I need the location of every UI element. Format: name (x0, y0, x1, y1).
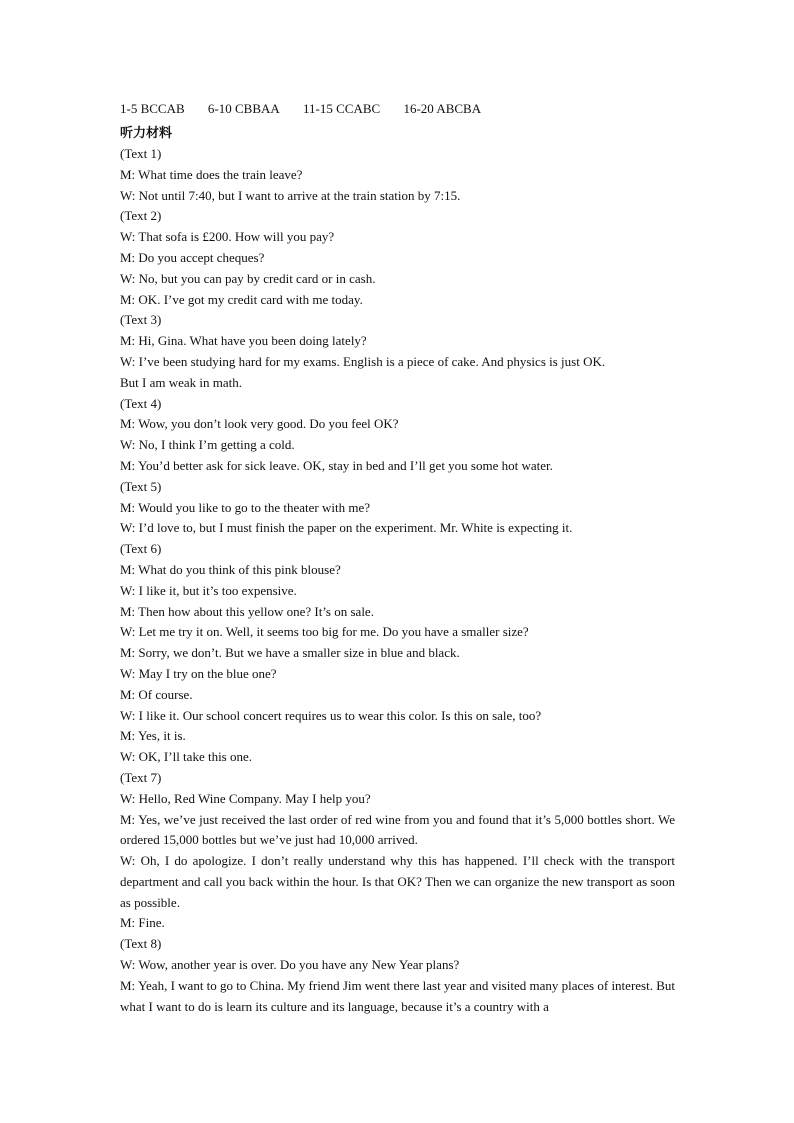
answer-group: 16-20 ABCBA (403, 101, 482, 116)
transcript-line: M: Then how about this yellow one? It’s on sale. (120, 603, 374, 619)
answer-key (120, 98, 675, 119)
document-page (120, 98, 675, 1017)
transcript-line: W: No, I think I’m getting a cold. (120, 437, 295, 453)
transcript-line: (Text 1) (120, 146, 162, 161)
transcript-line: M: OK. I’ve got my credit card with me today. (120, 291, 363, 307)
transcript-line: (Text 8) (120, 936, 162, 952)
transcript-line: M: Fine. (120, 915, 165, 931)
transcript-line: M: What do you think of this pink blouse? (120, 561, 341, 577)
transcript-line: W: I like it, but it’s too expensive. (120, 582, 297, 598)
transcript-line: (Text 3) (120, 312, 162, 328)
transcript-line: M: Hi, Gina. What have you been doing lately? (120, 333, 367, 349)
transcript-line: (Text 6) (120, 541, 162, 557)
transcript-line: M: Do you accept cheques? (120, 249, 265, 265)
transcript-line: W: Let me try it on. Well, it seems too big for me. Do you have a smaller size? (120, 624, 529, 640)
transcript-line: M: Yes, we’ve just received the last order of red wine from you and found that it’s 5,000 bottles short. We ordered 15,000 bottles but we’ve just had 10,000 arrived. (120, 811, 675, 848)
transcript-line: W: Oh, I do apologize. I don’t really understand why this has happened. I’ll check with the transport department and call you back within the hour. Is that OK? Then we can organize the new transport as soon as possible. (120, 853, 675, 910)
transcript-line: M: Yeah, I want to go to China. My friend Jim went there last year and visited many places of interest. But what I want to do is learn its culture and its language, because it’s a country with a (120, 977, 675, 1014)
answer-group: 1-5 BCCAB (120, 101, 185, 116)
transcript-line: (Text 5) (120, 478, 162, 494)
transcript-line: M: Of course. (120, 686, 193, 702)
transcript-line: M: Sorry, we don’t. But we have a smaller size in blue and black. (120, 645, 460, 661)
transcript-line: M: You’d better ask for sick leave. OK, stay in bed and I’ll get you some hot water. (120, 457, 553, 473)
transcript-line: (Text 2) (120, 208, 162, 224)
transcript-line: M: Yes, it is. (120, 728, 186, 744)
transcript-line: W: No, but you can pay by credit card or in cash. (120, 270, 376, 286)
transcript-line: But I am weak in math. (120, 374, 243, 390)
transcript-line: M: What time does the train leave? (120, 166, 303, 182)
transcript-line: W: That sofa is £200. How will you pay? (120, 229, 335, 245)
transcript-line: W: I’ve been studying hard for my exams. English is a piece of cake. And physics is just OK. (120, 353, 606, 369)
transcript-line: W: I’d love to, but I must finish the paper on the experiment. Mr. White is expecting it. (120, 520, 573, 536)
answer-group: 11-15 CCABC (303, 101, 381, 116)
transcript-line: W: Not until 7:40, but I want to arrive at the train station by 7:15. (120, 187, 461, 203)
transcript-line: W: Wow, another year is over. Do you have any New Year plans? (120, 957, 460, 973)
section-heading: 听力材料 (120, 126, 173, 141)
transcript-line: M: Would you like to go to the theater with me? (120, 499, 371, 515)
transcript-line: (Text 7) (120, 769, 162, 785)
transcript-line: M: Wow, you don’t look very good. Do you feel OK? (120, 416, 399, 432)
transcript-line: W: May I try on the blue one? (120, 665, 277, 681)
transcript (120, 144, 675, 1017)
transcript-line: (Text 4) (120, 395, 162, 411)
transcript-line: W: Hello, Red Wine Company. May I help you? (120, 790, 371, 806)
answer-group: 6-10 CBBAA (207, 101, 280, 116)
transcript-line: W: I like it. Our school concert requires us to wear this color. Is this on sale, too? (120, 707, 542, 723)
transcript-line: W: OK, I’ll take this one. (120, 749, 253, 765)
